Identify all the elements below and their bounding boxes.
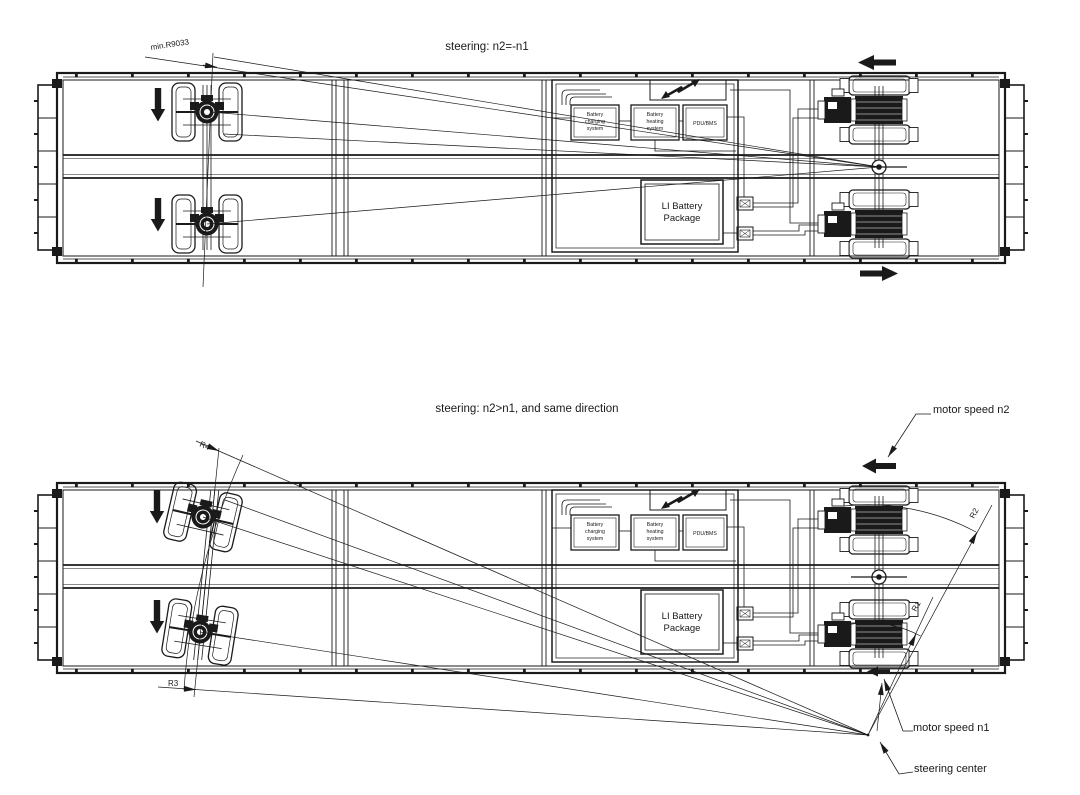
rear-upper-direction-arrow-left — [858, 55, 896, 70]
steering-radius-lines-top — [145, 53, 879, 287]
front-upper-direction-arrow — [151, 88, 165, 122]
kingpin-axis-extension — [203, 53, 213, 287]
front-lower-direction-arrow — [150, 600, 164, 634]
steering-center-leader — [880, 742, 913, 774]
rear-drive-unit-lower — [818, 190, 918, 258]
steering-center-point — [867, 734, 870, 737]
top-diagram — [34, 37, 1028, 287]
bottom-diagram — [34, 403, 1028, 775]
rear-drive-unit-upper — [818, 486, 918, 554]
motor-speed-n2-label: motor speed n2 — [933, 404, 1010, 416]
motor-n2-direction-arrow — [862, 459, 896, 474]
min-radius-label: min.R9033 — [149, 37, 190, 52]
top-view-title: steering: n2=-n1 — [445, 41, 529, 53]
r1-dim-arrow — [911, 634, 916, 645]
r3-radius-line — [158, 687, 868, 735]
motor-speed-n1-label: motor speed n1 — [913, 722, 990, 734]
front-upper-direction-arrow — [150, 490, 164, 524]
motor-speed-n2-leader — [888, 414, 931, 457]
rear-drive-unit-upper — [818, 76, 918, 144]
r4-label: R4 — [198, 439, 212, 452]
rear-drive-unit-lower — [818, 600, 918, 668]
r2-label: R2 — [967, 506, 981, 520]
front-lower-direction-arrow — [151, 198, 165, 232]
bottom-view-title: steering: n2>n1, and same direction — [435, 403, 619, 415]
r1-label: R1 — [909, 599, 923, 613]
steering-center-label: steering center — [914, 763, 987, 775]
r3-label: R3 — [168, 679, 179, 688]
motor-speed-n1-leader — [884, 679, 913, 731]
rear-lower-direction-arrow-right — [860, 266, 898, 281]
r2-dim-arrow — [971, 532, 977, 543]
